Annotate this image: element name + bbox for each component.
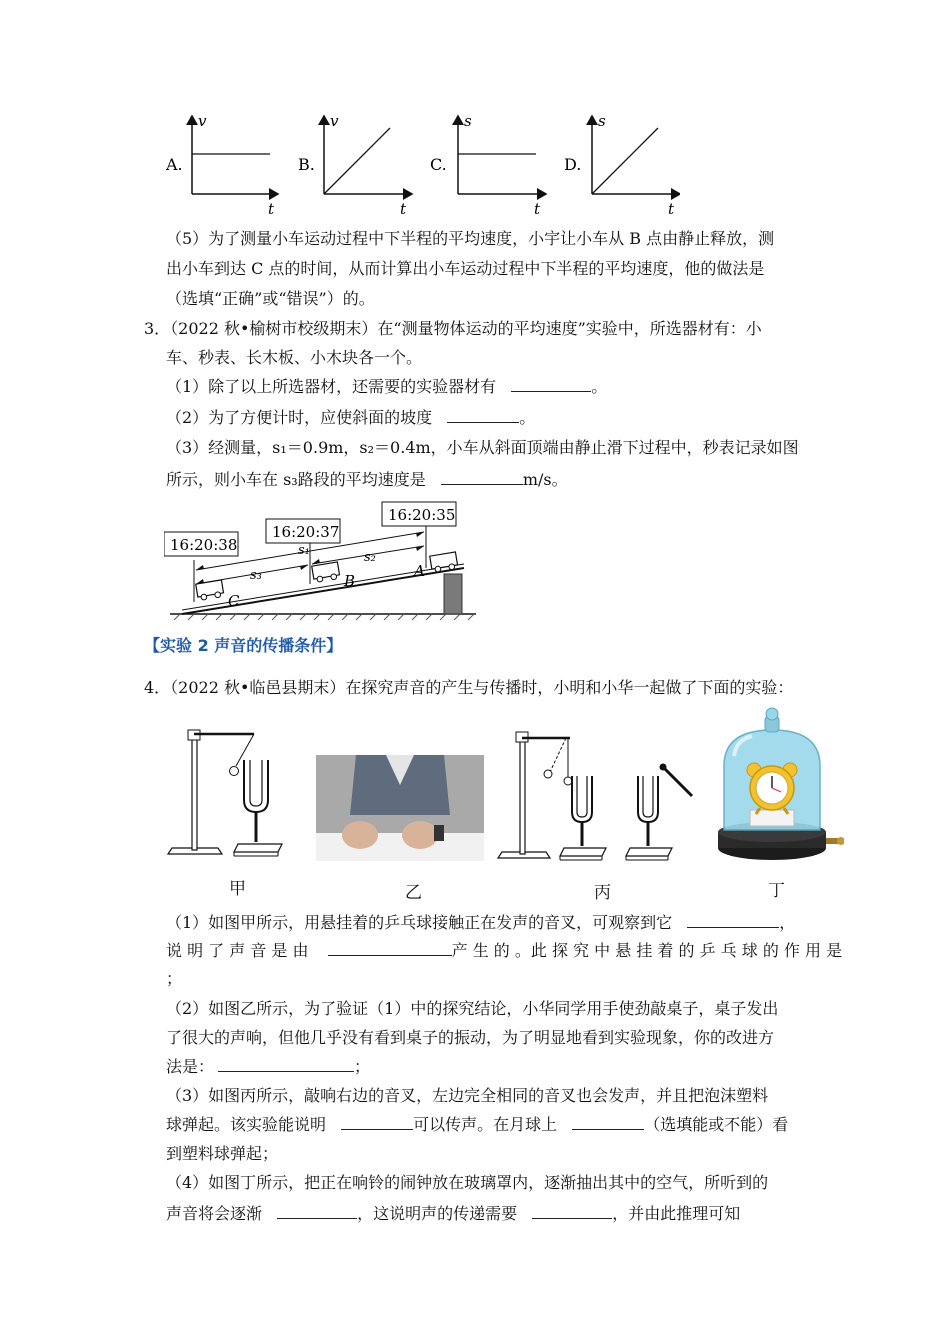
incline-svg: [164, 498, 480, 620]
caption-ding: 丁: [768, 881, 785, 901]
q2-part5-line1: （5）为了测量小车运动过程中下半程的平均速度，小宇让小车从 B 点由静止释放，测: [166, 229, 775, 248]
q3-part3a: （3）经测量，s₁＝0.9m，s₂＝0.4m，小车从斜面顶端由静止滑下过程中，秒表记录如图: [166, 438, 799, 457]
q4-intro: 4．（2022 秋•临邑县期末）在探究声音的产生与传播时，小明和小华一起做了下面的实验：: [144, 678, 794, 697]
section-heading: 【实验 2 声音的传播条件】: [144, 636, 343, 655]
desk-knock-illustration: [316, 755, 484, 861]
time-b: 16:20:37: [272, 523, 340, 541]
bell-jar-svg: [710, 706, 844, 866]
answer-blank[interactable]: [511, 377, 591, 392]
point-a: A: [414, 562, 425, 580]
support-block: [444, 574, 462, 614]
q4-part3a: （3）如图丙所示，敲响右边的音叉，左边完全相同的音叉也会发声，并且把泡沫塑料: [166, 1086, 769, 1105]
graph-b[interactable]: [298, 112, 412, 218]
label-s1: s₁: [298, 543, 310, 558]
time-c: 16:20:38: [170, 536, 238, 554]
q4-part3c: 到塑料球弹起；: [166, 1144, 279, 1163]
answer-blank[interactable]: [532, 1204, 612, 1219]
q4-part3b-mid: 可以传声。在月球上: [413, 1115, 558, 1134]
caption-bing: 丙: [594, 883, 611, 903]
q4-part1b-text: 说 明 了 声 音 是 由: [166, 941, 309, 960]
answer-blank[interactable]: [341, 1115, 413, 1130]
q3-line1: 3．（2022 秋•榆树市校级期末）在“测量物体运动的平均速度”实验中，所选器材有：小: [144, 319, 762, 338]
graph-d[interactable]: [564, 112, 680, 218]
time-a: 16:20:35: [388, 506, 456, 524]
graph-label: A.: [166, 155, 183, 174]
option-graphs: [160, 110, 680, 222]
label-s3: s₃: [250, 568, 262, 583]
figure-jia: [164, 720, 294, 860]
q4-part3b: [166, 1114, 788, 1136]
q4-part3b-text: 球弹起。该实验能说明: [166, 1115, 327, 1134]
q4-part1a: [166, 912, 795, 934]
figure-jia-svg: [164, 720, 294, 860]
punct: ；: [354, 1057, 371, 1076]
q3-part3b-text: 所示，则小车在 s₃路段的平均速度是: [166, 470, 426, 489]
answer-blank[interactable]: [328, 941, 452, 956]
answer-blank[interactable]: [687, 913, 779, 928]
q4-part2a: （2）如图乙所示，为了验证（1）中的探究结论，小华同学用手使劲敲桌子，桌子发出: [166, 999, 779, 1018]
q4-part2c: [166, 1056, 370, 1078]
punct: 。: [519, 408, 536, 427]
q4-part4b-mid: ，这说明声的传递需要: [357, 1204, 518, 1223]
q2-part5-line2: 出小车到达 C 点的时间，从而计算出小车运动过程中下半程的平均速度，他的做法是: [166, 259, 765, 278]
figure-bing-svg: [496, 726, 702, 862]
x-axis-label: t: [268, 200, 275, 218]
x-axis-label: t: [400, 200, 407, 218]
q4-part4b-text: 声音将会逐渐: [166, 1204, 263, 1223]
answer-blank[interactable]: [572, 1115, 644, 1130]
q3-part3b: [166, 469, 568, 491]
y-axis-label: v: [198, 112, 207, 130]
graph-label: B.: [298, 155, 315, 174]
q3-part2: [166, 407, 535, 429]
graph-label: D.: [564, 155, 582, 174]
y-axis-label: s: [598, 112, 606, 130]
q4-part4b-end: ，并由此推理可知: [612, 1204, 741, 1223]
y-axis-label: s: [464, 112, 472, 130]
q3-part1: [166, 376, 607, 398]
graph-c[interactable]: [430, 112, 546, 218]
q4-part1c: ；: [166, 969, 183, 988]
label-s2: s₂: [364, 550, 376, 565]
q3-line2: 车、秒表、长木板、小木块各一个。: [166, 348, 423, 367]
q4-part1a-text: （1）如图甲所示，用悬挂着的乒乓球接触正在发声的音叉，可观察到它: [166, 913, 673, 932]
answer-blank[interactable]: [277, 1204, 357, 1219]
x-axis-label: t: [534, 200, 541, 218]
x-axis-label: t: [668, 200, 675, 218]
answer-blank[interactable]: [441, 470, 523, 485]
punct: 。: [591, 377, 608, 396]
q4-part4b: [166, 1203, 740, 1225]
y-axis-label: v: [330, 112, 339, 130]
q2-part5-line3: （选填“正确”或“错误”）的。: [166, 289, 375, 308]
figure-bing: [496, 726, 702, 862]
point-b: B: [344, 572, 356, 590]
q3-part2-text: （2）为了方便计时，应使斜面的坡度: [166, 408, 433, 427]
graph-label: C.: [430, 155, 447, 174]
caption-jia: 甲: [229, 879, 246, 899]
q4-part1b-mid: 产 生 的 。此 探 究 中 悬 挂 着 的 乒 乓 球 的 作 用 是: [451, 941, 843, 960]
graph-a[interactable]: [165, 112, 278, 218]
q4-part3b-end: （选填能或不能）看: [644, 1115, 789, 1134]
answer-blank[interactable]: [218, 1057, 354, 1072]
punct: ，: [779, 913, 796, 932]
q4-part2c-text: 法是：: [166, 1057, 215, 1076]
figure-yi-photo: [316, 755, 484, 861]
cart-b: [312, 562, 340, 583]
incline-diagram: [164, 498, 480, 620]
caption-yi: 乙: [405, 883, 422, 903]
q4-part1b: [166, 940, 842, 962]
q4-part4a: （4）如图丁所示，把正在响铃的闹钟放在玻璃罩内，逐渐抽出其中的空气，所听到的: [166, 1173, 769, 1192]
figure-ding: [710, 706, 844, 866]
answer-blank[interactable]: [447, 408, 519, 423]
q3-part1-text: （1）除了以上所选器材，还需要的实验器材有: [166, 377, 497, 396]
point-c: C: [228, 592, 240, 610]
q4-part2b: 了很大的声响，但他几乎没有看到桌子的振动，为了明显地看到实验现象，你的改进方: [166, 1028, 775, 1047]
unit: m/s。: [522, 470, 568, 489]
graphs-svg: [160, 110, 680, 222]
